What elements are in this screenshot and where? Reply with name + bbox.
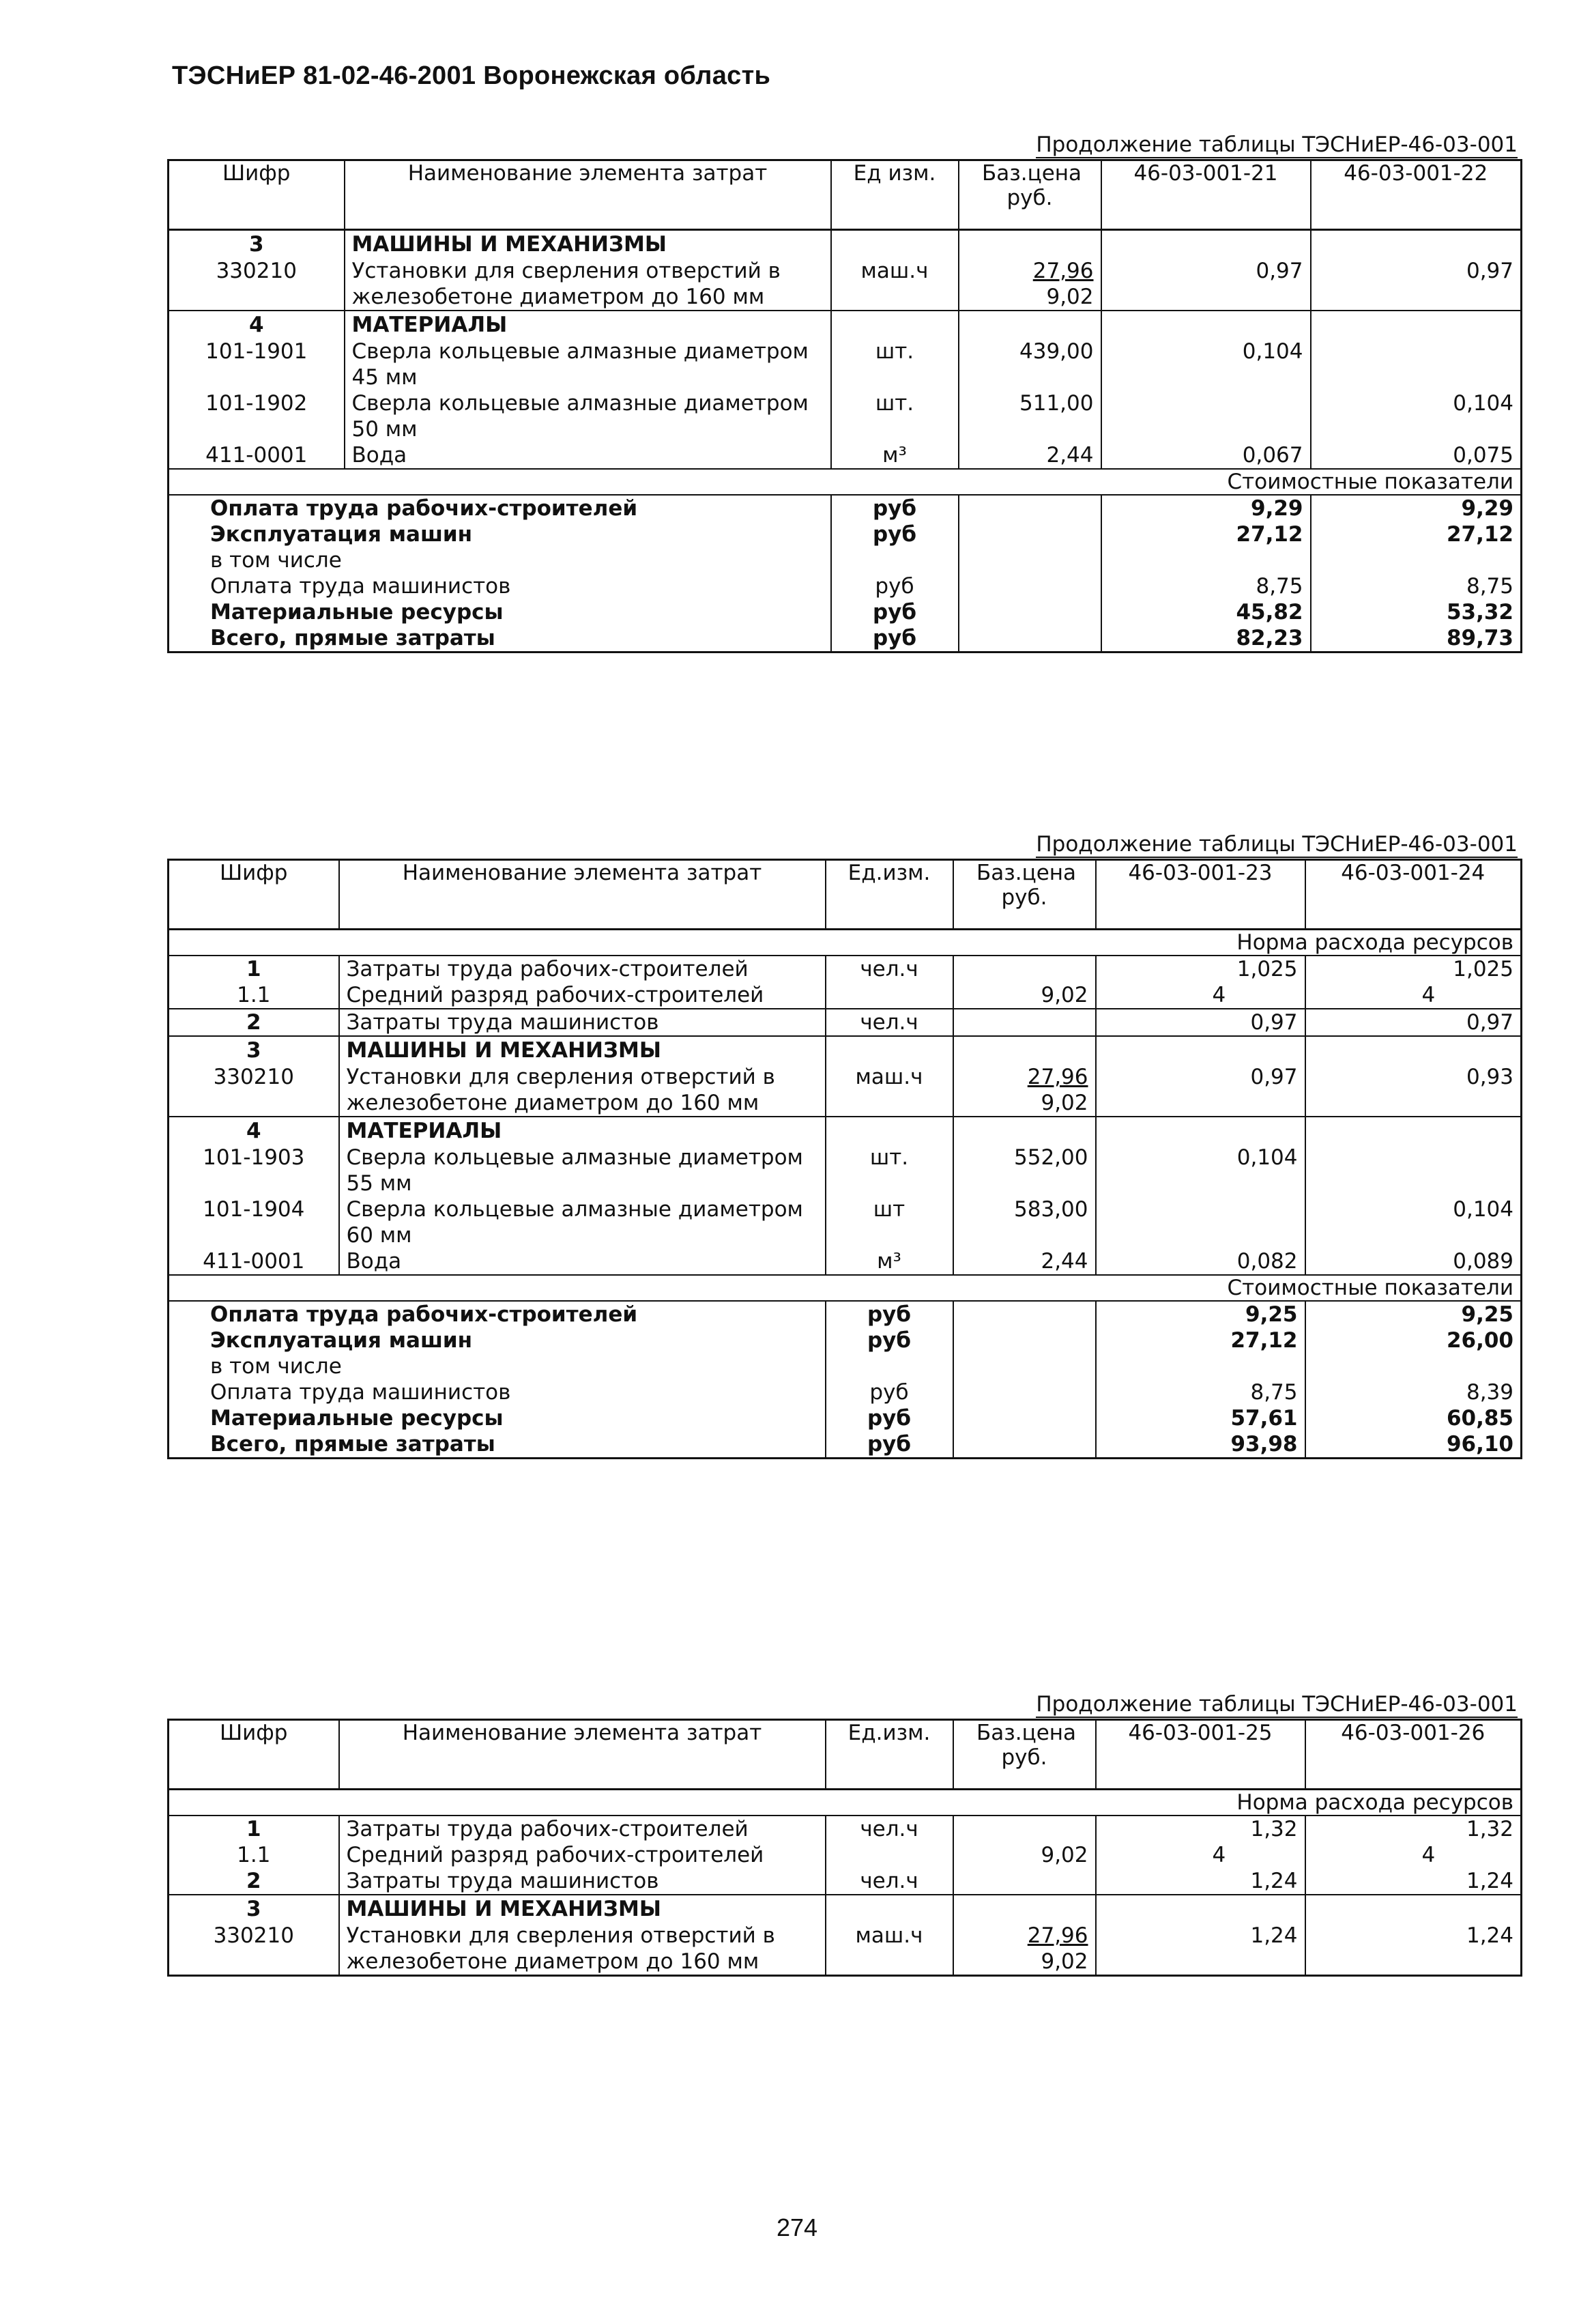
cell-code: 1.1 <box>169 982 339 1009</box>
cell-name: Сверла кольцевые алмазные диаметром 45 мм <box>345 339 831 390</box>
cell-price <box>959 625 1101 652</box>
cost-col-b: 8,39 <box>1466 1380 1513 1405</box>
cell-code: 2 <box>169 1009 339 1036</box>
header-unit: Ед.изм. <box>826 1720 953 1790</box>
cell-price <box>959 599 1101 625</box>
cell-col-a: 0,97 <box>1096 1009 1305 1036</box>
cell-col-a: 0,082 <box>1096 1248 1305 1275</box>
resource-table-1 <box>167 159 1522 653</box>
cost-label-row: Стоимостные показатели <box>169 1275 1522 1301</box>
cell-col-b: 0,93 <box>1466 1065 1513 1089</box>
cell-code: 330210 <box>169 1923 339 1976</box>
cell-name: Затраты труда рабочих-строителей <box>339 956 826 982</box>
cost-row <box>169 1301 1522 1328</box>
table-caption: Продолжение таблицы ТЭСНиЕР-46-03-001 <box>1036 832 1518 857</box>
cell-col-a: 0,97 <box>1096 1064 1305 1117</box>
table-row <box>169 1196 1522 1248</box>
section-code: 4 <box>169 311 345 339</box>
cell-unit: чел.ч <box>826 1868 953 1895</box>
cost-name: Оплата труда рабочих-строителей <box>169 1301 826 1328</box>
cell-price <box>953 1328 1096 1353</box>
table-row <box>169 956 1522 982</box>
cell-price <box>953 1895 1096 1923</box>
cell-unit: м³ <box>826 1248 953 1275</box>
cell-price <box>959 311 1101 339</box>
table-row <box>169 258 1522 311</box>
cost-col-a <box>1101 547 1311 573</box>
cell-unit: чел.ч <box>826 1009 953 1036</box>
cost-col-b: 96,10 <box>1446 1432 1513 1457</box>
cell-price: 439,00 <box>959 339 1101 390</box>
cell-col-b: 1,24 <box>1466 1923 1513 1948</box>
price-base: 9,02 <box>1041 1949 1088 1974</box>
table-caption: Продолжение таблицы ТЭСНиЕР-46-03-001 <box>1036 1692 1518 1717</box>
cell-unit <box>826 1842 953 1868</box>
cell-unit: шт. <box>826 1145 953 1196</box>
cell-unit <box>831 311 959 339</box>
table-row <box>169 1923 1522 1976</box>
cell-price: 2,44 <box>953 1248 1096 1275</box>
header-code: Шифр <box>169 160 345 230</box>
header-name: Наименование элемента затрат <box>339 860 826 930</box>
cell-name: Вода <box>345 442 831 469</box>
cell-col-b: 1,24 <box>1466 1869 1513 1893</box>
cell-col-b: 0,104 <box>1453 1197 1513 1222</box>
cost-unit <box>826 1353 953 1379</box>
section-code: 3 <box>169 1036 339 1064</box>
cell-price <box>953 1301 1096 1328</box>
cost-row <box>169 1353 1522 1379</box>
cell-unit: чел.ч <box>826 1816 953 1842</box>
table-row <box>169 390 1522 442</box>
resource-table-3 <box>167 1719 1522 1977</box>
cost-name: Оплата труда рабочих-строителей <box>169 495 831 521</box>
cell-col-b: 4 <box>1421 983 1436 1007</box>
table-header-row <box>169 860 1522 930</box>
cell-price <box>953 956 1096 982</box>
cost-name: Эксплуатация машин <box>169 1328 826 1353</box>
cell-col-b: 1,025 <box>1453 957 1513 981</box>
cell-col-a: 1,24 <box>1096 1923 1305 1976</box>
header-col-a: 46-03-001-21 <box>1101 160 1311 230</box>
header-price: Баз.цена руб. <box>959 160 1101 230</box>
cell-col-a <box>1096 1196 1305 1248</box>
cell-code: 2 <box>169 1868 339 1895</box>
cell-unit <box>826 1117 953 1145</box>
cell-price: 511,00 <box>959 390 1101 442</box>
cell-col-b <box>1311 230 1522 259</box>
table-row <box>169 982 1522 1009</box>
cell-col-a: 1,24 <box>1096 1868 1305 1895</box>
price-base: 9,02 <box>1046 285 1094 309</box>
cell-col-a: 1,025 <box>1096 956 1305 982</box>
cost-unit: руб <box>826 1328 953 1353</box>
cost-col-b: 60,85 <box>1446 1406 1513 1431</box>
cell-unit <box>826 1895 953 1923</box>
cost-col-a: 27,12 <box>1101 521 1311 547</box>
norm-label-row: Норма расхода ресурсов <box>169 930 1522 956</box>
cell-code: 101-1901 <box>169 339 345 390</box>
section-title: МАТЕРИАЛЫ <box>345 311 831 339</box>
cell-col-a: 0,067 <box>1101 442 1311 469</box>
header-col-b: 46-03-001-22 <box>1311 160 1522 230</box>
page-number: 274 <box>776 2213 818 2241</box>
cell-code: 1.1 <box>169 1842 339 1868</box>
table-body <box>169 956 1522 1275</box>
cell-col-b: 4 <box>1421 1843 1436 1867</box>
cell-code: 330210 <box>169 258 345 311</box>
cost-unit: руб <box>831 573 959 599</box>
cell-name: Сверла кольцевые алмазные диаметром 55 мм <box>339 1145 826 1196</box>
cost-col-a: 27,12 <box>1096 1328 1305 1353</box>
cell-col-a <box>1101 390 1311 442</box>
cost-unit: руб <box>831 599 959 625</box>
cell-price: 9,02 <box>953 1842 1096 1868</box>
cell-name: Затраты труда рабочих-строителей <box>339 1816 826 1842</box>
cost-unit: руб <box>826 1379 953 1405</box>
cell-col-a: 4 <box>1096 982 1305 1009</box>
section-code: 3 <box>169 1895 339 1923</box>
cost-unit: руб <box>826 1405 953 1431</box>
header-col-a: 46-03-001-25 <box>1096 1720 1305 1790</box>
table-block-2 <box>167 831 1520 1459</box>
cell-unit: шт. <box>831 339 959 390</box>
cell-price <box>953 1816 1096 1842</box>
section-title: МАТЕРИАЛЫ <box>339 1117 826 1145</box>
cell-unit <box>826 982 953 1009</box>
cell-col-a: 1,32 <box>1096 1816 1305 1842</box>
price-current: 27,96 <box>1027 1065 1088 1089</box>
cell-col-b <box>1305 1036 1522 1064</box>
cell-price <box>953 1923 1096 1976</box>
header-price: Баз.цена руб. <box>953 860 1096 930</box>
price-current: 27,96 <box>1027 1923 1088 1948</box>
cost-unit: руб <box>831 521 959 547</box>
cell-col-b: 0,97 <box>1466 1010 1513 1035</box>
cost-name: в том числе <box>169 1353 826 1379</box>
cell-price <box>953 1405 1096 1431</box>
cell-price <box>953 1431 1096 1459</box>
table-row <box>169 1145 1522 1196</box>
section-title: МАШИНЫ И МЕХАНИЗМЫ <box>345 230 831 259</box>
table-row <box>169 1064 1522 1117</box>
table-row <box>169 1248 1522 1275</box>
cost-name: Материальные ресурсы <box>169 599 831 625</box>
cell-code: 411-0001 <box>169 442 345 469</box>
cost-col-a: 82,23 <box>1101 625 1311 652</box>
cell-col-b <box>1305 1117 1522 1145</box>
cell-price: 583,00 <box>953 1196 1096 1248</box>
table-row <box>169 339 1522 390</box>
table-body <box>169 230 1522 470</box>
cell-col-a: 0,104 <box>1096 1145 1305 1196</box>
table-block-1 <box>167 132 1520 653</box>
cell-col-a <box>1096 1895 1305 1923</box>
cell-name: Установки для сверления отверстий в железобетоне диаметром до 160 мм <box>345 258 831 311</box>
cost-row <box>169 495 1522 521</box>
cell-price <box>959 521 1101 547</box>
cost-col-b: 89,73 <box>1446 626 1513 650</box>
header-unit: Ед.изм. <box>826 860 953 930</box>
cell-unit: чел.ч <box>826 956 953 982</box>
cost-name: Эксплуатация машин <box>169 521 831 547</box>
table-row <box>169 1842 1522 1868</box>
cost-col-a: 57,61 <box>1096 1405 1305 1431</box>
cell-price <box>953 1868 1096 1895</box>
cost-col-b: 9,25 <box>1461 1302 1513 1327</box>
resource-table-2 <box>167 859 1522 1459</box>
cell-col-b <box>1305 1145 1522 1196</box>
cell-col-a <box>1096 1117 1305 1145</box>
cost-col-b: 53,32 <box>1446 600 1513 625</box>
cell-code: 1 <box>169 956 339 982</box>
cost-row <box>169 625 1522 652</box>
cost-unit: руб <box>826 1431 953 1459</box>
header-unit: Ед изм. <box>831 160 959 230</box>
section-title: МАШИНЫ И МЕХАНИЗМЫ <box>339 1895 826 1923</box>
cell-name: Установки для сверления отверстий в железобетоне диаметром до 160 мм <box>339 1923 826 1976</box>
cell-code: 101-1902 <box>169 390 345 442</box>
cell-name: Установки для сверления отверстий в железобетоне диаметром до 160 мм <box>339 1064 826 1117</box>
cell-col-a <box>1101 311 1311 339</box>
cell-unit: м³ <box>831 442 959 469</box>
cost-name: Оплата труда машинистов <box>169 573 831 599</box>
cell-col-b <box>1305 1895 1522 1923</box>
table-header-row <box>169 160 1522 230</box>
cell-unit <box>826 1036 953 1064</box>
cell-unit: маш.ч <box>831 258 959 311</box>
header-name: Наименование элемента затрат <box>345 160 831 230</box>
cost-col-b <box>1305 1353 1522 1379</box>
cost-unit: руб <box>831 495 959 521</box>
cell-name: Сверла кольцевые алмазные диаметром 50 мм <box>345 390 831 442</box>
cell-code: 1 <box>169 1816 339 1842</box>
price-current: 27,96 <box>1032 259 1094 283</box>
cost-row <box>169 1379 1522 1405</box>
table-body <box>169 1816 1522 1976</box>
cell-name: Средний разряд рабочих-строителей <box>339 1842 826 1868</box>
cell-price <box>953 1064 1096 1117</box>
header-col-b: 46-03-001-26 <box>1305 1720 1522 1790</box>
cost-body <box>169 1301 1522 1459</box>
table-row <box>169 442 1522 469</box>
cell-unit <box>831 230 959 259</box>
cell-col-b <box>1311 311 1522 339</box>
section-row <box>169 311 1522 339</box>
cell-name: Средний разряд рабочих-строителей <box>339 982 826 1009</box>
cost-name: Всего, прямые затраты <box>169 1431 826 1459</box>
cost-row <box>169 1431 1522 1459</box>
header-code: Шифр <box>169 1720 339 1790</box>
section-row <box>169 1117 1522 1145</box>
cell-name: Затраты труда машинистов <box>339 1868 826 1895</box>
cost-row <box>169 573 1522 599</box>
cell-col-a <box>1101 230 1311 259</box>
cost-unit: руб <box>831 625 959 652</box>
cost-name: в том числе <box>169 547 831 573</box>
cell-price: 552,00 <box>953 1145 1096 1196</box>
cell-unit: маш.ч <box>826 1923 953 1976</box>
cell-price <box>953 1009 1096 1036</box>
cell-code: 101-1903 <box>169 1145 339 1196</box>
cell-price <box>953 1117 1096 1145</box>
cell-name: Вода <box>339 1248 826 1275</box>
cost-row <box>169 1405 1522 1431</box>
cost-col-a: 8,75 <box>1101 573 1311 599</box>
cost-col-a: 9,29 <box>1101 495 1311 521</box>
cost-row <box>169 547 1522 573</box>
cost-col-a: 9,25 <box>1096 1301 1305 1328</box>
cell-price <box>959 258 1101 311</box>
section-row <box>169 230 1522 259</box>
cell-unit: шт. <box>831 390 959 442</box>
table-row <box>169 1816 1522 1842</box>
section-code: 3 <box>169 230 345 259</box>
cost-col-a: 93,98 <box>1096 1431 1305 1459</box>
section-row <box>169 1895 1522 1923</box>
cell-col-b <box>1311 339 1522 390</box>
cell-name: Сверла кольцевые алмазные диаметром 60 мм <box>339 1196 826 1248</box>
cell-price <box>959 573 1101 599</box>
header-code: Шифр <box>169 860 339 930</box>
table-header-row <box>169 1720 1522 1790</box>
cost-row <box>169 521 1522 547</box>
cell-price: 2,44 <box>959 442 1101 469</box>
cell-price <box>959 547 1101 573</box>
cost-row <box>169 599 1522 625</box>
table-block-3 <box>167 1691 1520 1977</box>
table-row <box>169 1009 1522 1036</box>
section-row <box>169 1036 1522 1064</box>
cost-col-b: 8,75 <box>1466 574 1513 599</box>
cost-col-a <box>1096 1353 1305 1379</box>
cell-col-a: 0,104 <box>1101 339 1311 390</box>
cell-unit: маш.ч <box>826 1064 953 1117</box>
cost-name: Оплата труда машинистов <box>169 1379 826 1405</box>
cell-code: 101-1904 <box>169 1196 339 1248</box>
cell-col-a: 0,97 <box>1101 258 1311 311</box>
cost-col-a: 8,75 <box>1096 1379 1305 1405</box>
cost-name: Материальные ресурсы <box>169 1405 826 1431</box>
cell-col-b: 1,32 <box>1466 1817 1513 1841</box>
table-caption: Продолжение таблицы ТЭСНиЕР-46-03-001 <box>1036 132 1518 157</box>
header-col-b: 46-03-001-24 <box>1305 860 1522 930</box>
document-header: ТЭСНиЕР 81-02-46-2001 Воронежская область <box>172 61 771 90</box>
cost-row <box>169 1328 1522 1353</box>
cell-price <box>959 495 1101 521</box>
cell-col-a: 4 <box>1096 1842 1305 1868</box>
cell-col-b: 0,075 <box>1453 443 1513 468</box>
cost-name: Всего, прямые затраты <box>169 625 831 652</box>
cost-unit <box>831 547 959 573</box>
price-base: 9,02 <box>1041 1091 1088 1115</box>
cell-col-b: 0,97 <box>1466 259 1513 283</box>
cost-col-b <box>1311 547 1522 573</box>
cell-price <box>953 1036 1096 1064</box>
header-col-a: 46-03-001-23 <box>1096 860 1305 930</box>
cell-code: 411-0001 <box>169 1248 339 1275</box>
header-name: Наименование элемента затрат <box>339 1720 826 1790</box>
cell-col-b: 0,104 <box>1453 391 1513 416</box>
table-row <box>169 1868 1522 1895</box>
cell-name: Затраты труда машинистов <box>339 1009 826 1036</box>
cell-price: 9,02 <box>953 982 1096 1009</box>
cell-price <box>953 1379 1096 1405</box>
section-title: МАШИНЫ И МЕХАНИЗМЫ <box>339 1036 826 1064</box>
cost-col-b: 27,12 <box>1446 522 1513 547</box>
cost-unit: руб <box>826 1301 953 1328</box>
norm-label-row: Норма расхода ресурсов <box>169 1790 1522 1816</box>
cell-col-b: 0,089 <box>1453 1249 1513 1274</box>
cost-label-row: Стоимостные показатели <box>169 469 1522 495</box>
cell-price <box>959 230 1101 259</box>
cell-code: 330210 <box>169 1064 339 1117</box>
cost-col-a: 45,82 <box>1101 599 1311 625</box>
cell-col-a <box>1096 1036 1305 1064</box>
cell-price <box>953 1353 1096 1379</box>
cost-col-b: 9,29 <box>1461 496 1513 521</box>
cost-col-b: 26,00 <box>1446 1328 1513 1353</box>
cell-unit: шт <box>826 1196 953 1248</box>
header-price: Баз.цена руб. <box>953 1720 1096 1790</box>
cost-body <box>169 495 1522 652</box>
section-code: 4 <box>169 1117 339 1145</box>
